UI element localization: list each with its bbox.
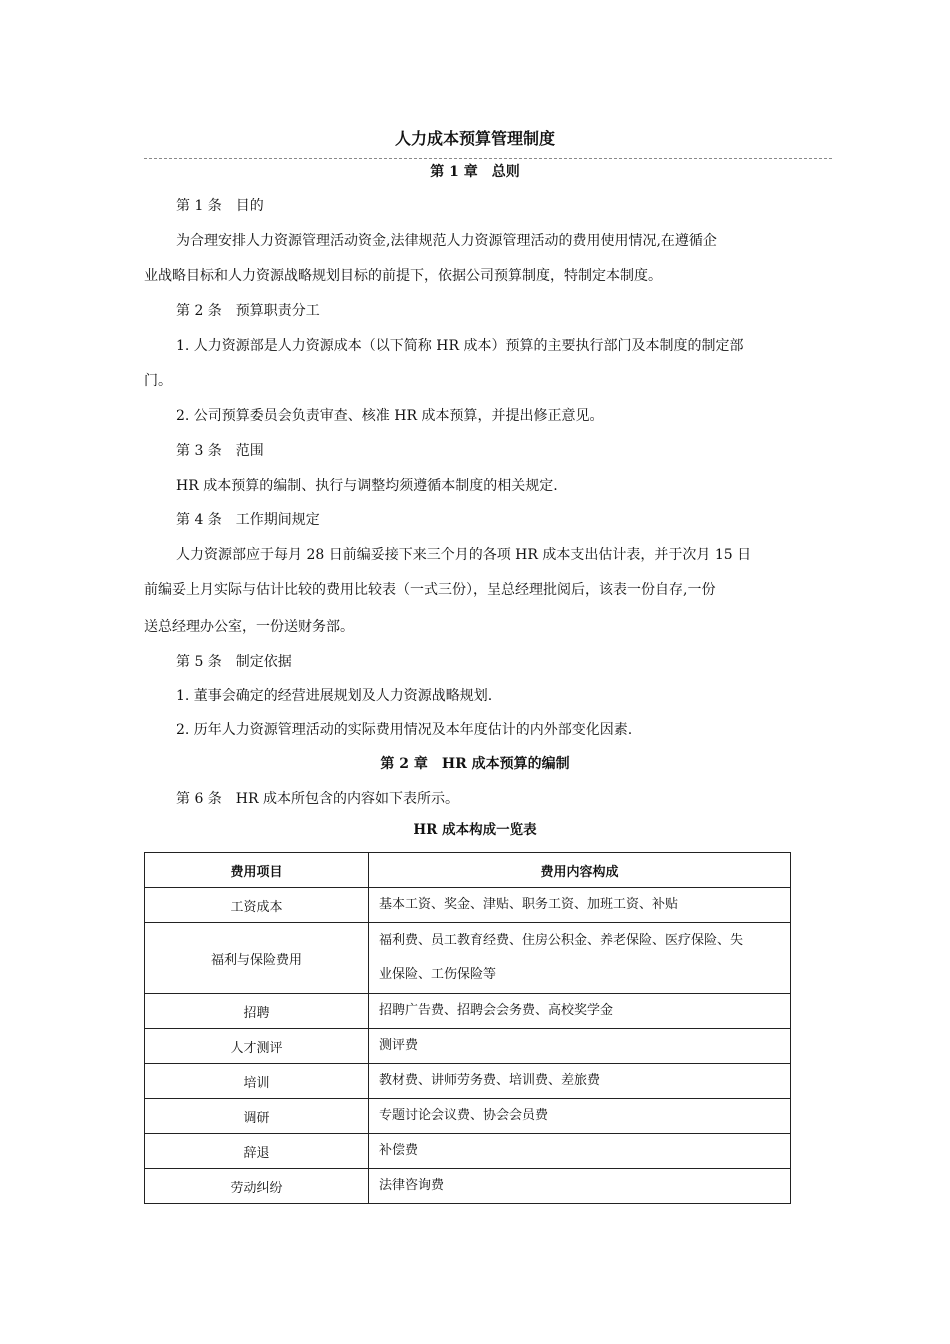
article-5-item-2: 2. 历年人力资源管理活动的实际费用情况及本年度估计的内外部变化因素. [176,722,633,738]
cost-item: 培训 [145,1064,369,1099]
cost-content: 测评费 [369,1029,791,1064]
cost-content-line: 福利费、员工教育经费、住房公积金、养老保险、医疗保险、失 [379,933,744,948]
table-title: HR 成本构成一览表 [413,822,537,838]
cost-content: 基本工资、奖金、津贴、职务工资、加班工资、补贴 [369,888,791,923]
cost-item: 工资成本 [145,888,369,923]
article-1-heading: 第 1 条 目的 [176,198,264,214]
article-2-heading: 第 2 条 预算职责分工 [176,303,320,319]
cost-content: 补偿费 [369,1134,791,1169]
cost-item: 辞退 [145,1134,369,1169]
table-row [145,923,791,994]
cost-content: 专题讨论会议费、协会会员费 [369,1099,791,1134]
table-row [145,1099,791,1134]
table-header-row [145,853,791,888]
cost-content-line: 业保险、工伤保险等 [379,967,497,982]
cost-content: 法律咨询费 [369,1169,791,1204]
article-2-item-1: 1. 人力资源部是人力资源成本（以下简称 HR 成本）预算的主要执行部门及本制度的制定部 [176,338,744,354]
hr-cost-table [144,852,791,1204]
article-4-text: 送总经理办公室，一份送财务部。 [144,619,354,635]
table-row [145,888,791,923]
table-row [145,994,791,1029]
article-4-text: 人力资源部应于每月 28 日前编妥接下来三个月的各项 HR 成本支出估计表，并于次月 15 日 [176,547,752,563]
article-4-heading: 第 4 条 工作期间规定 [176,512,320,528]
chapter-2-heading: 第 2 章 HR 成本预算的编制 [380,756,570,772]
cost-item: 劳动纠纷 [145,1169,369,1204]
column-header-content: 费用内容构成 [369,853,791,888]
document-title: 人力成本预算管理制度 [394,129,555,148]
cost-content [369,923,791,994]
article-3-heading: 第 3 条 范围 [176,443,264,459]
article-1-text: 为合理安排人力资源管理活动资金,法律规范人力资源管理活动的费用使用情况,在遵循企 [176,233,717,249]
cost-item: 调研 [145,1099,369,1134]
column-header-item: 费用项目 [145,853,369,888]
article-4-text: 前编妥上月实际与估计比较的费用比较表（一式三份），呈总经理批阅后，该表一份自存,一份 [144,582,716,598]
table-row [145,1134,791,1169]
cost-item: 人才测评 [145,1029,369,1064]
article-5-item-1: 1. 董事会确定的经营进展规划及人力资源战略规划. [176,688,493,704]
chapter-1-heading: 第 1 章 总则 [430,164,520,180]
article-1-text: 业战略目标和人力资源战略规划目标的前提下，依据公司预算制度，特制定本制度。 [144,268,662,284]
cost-item: 福利与保险费用 [145,923,369,994]
cost-content: 招聘广告费、招聘会会务费、高校奖学金 [369,994,791,1029]
table-row [145,1169,791,1204]
article-6-heading: 第 6 条 HR 成本所包含的内容如下表所示。 [176,791,460,807]
table-row [145,1064,791,1099]
article-2-item-2: 2. 公司预算委员会负责审查、核准 HR 成本预算，并提出修正意见。 [176,408,604,424]
cost-content: 教材费、讲师劳务费、培训费、差旅费 [369,1064,791,1099]
article-2-item-1: 门。 [144,373,172,389]
cost-item: 招聘 [145,994,369,1029]
article-5-heading: 第 5 条 制定依据 [176,654,292,670]
table-row [145,1029,791,1064]
article-3-text: HR 成本预算的编制、执行与调整均须遵循本制度的相关规定. [176,478,558,494]
title-divider [144,158,832,159]
